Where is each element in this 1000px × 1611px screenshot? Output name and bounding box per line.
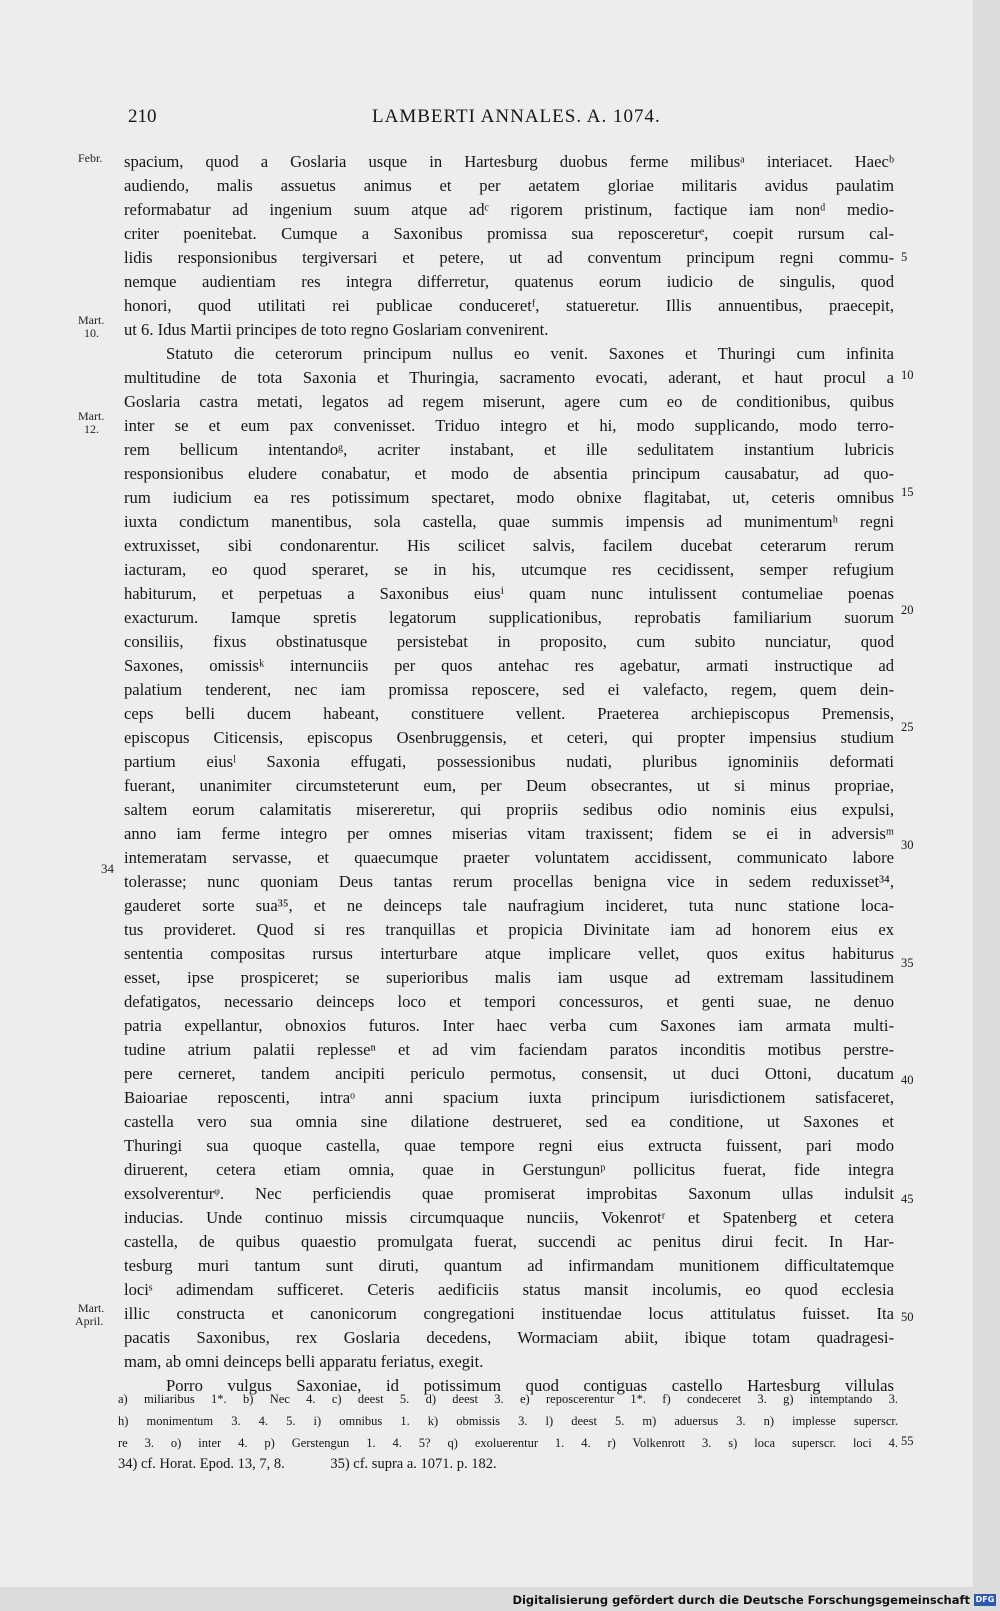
text-line: rum iudicium ea res potissimum spectaret, modo obnixe flagitabat, ut, ceteris omnibus xyxy=(124,488,894,507)
text-line: spacium, quod a Goslaria usque in Hartesburg duobus ferme milibusᵃ interiacet. Haecᵇ xyxy=(124,152,894,171)
text-line: Statuto die ceterorum principum nullus eo venit. Saxones et Thuringi cum infinita xyxy=(166,344,894,363)
margin-note-mart: Mart. xyxy=(78,313,105,327)
text-line: ceps belli ducem habeant, constituere vellent. Praeterea archiepiscopus Premensis, xyxy=(124,704,894,723)
text-line: reformabatur ad ingenium suum atque adᶜ rigorem pristinum, factique iam nonᵈ medio- xyxy=(124,200,894,219)
line-number: 15 xyxy=(901,485,914,499)
margin-note-febr: Febr. xyxy=(78,151,103,165)
line-number: 35 xyxy=(901,956,914,970)
text-line: iuxta condictum manentibus, sola castella, quae summis impensis ad munimentumʰ regni xyxy=(124,512,894,531)
text-line: habiturum, et perpetuas a Saxonibus eiusⁱ quam nunc intulissent contumeliae poenas xyxy=(124,584,894,603)
text-line: responsionibus eludere conabatur, et modo de absentia principum causabatur, ad quo- xyxy=(124,464,894,483)
text-line: partium eiusˡ Saxonia effugati, possessionibus nudati, pluribus ignominiis deformati xyxy=(124,752,894,771)
text-line: castella vero sua omnia sine dilatione destrueret, sed ea conditione, ut Saxones et xyxy=(124,1112,894,1131)
footer-bar xyxy=(0,1590,1000,1611)
text-line: exacturum. Iamque spretis legatorum supplicationibus, reprobatis familiarium suorum xyxy=(124,608,894,627)
text-line: iacturam, eo quod speraret, se in his, utcumque res cecidissent, semper refugium xyxy=(124,560,894,579)
text-line: nemque audientiam res integra differretur, quatenus eorum iudicio de singulis, quod xyxy=(124,272,894,291)
margin-note-day: 12. xyxy=(84,422,99,436)
running-title: LAMBERTI ANNALES. A. 1074. xyxy=(372,106,661,127)
text-line: audiendo, malis assuetus animus et per aetatem gloriae militaris avidus paulatim xyxy=(124,176,894,195)
text-line: episcopus Citicensis, episcopus Osenbruggensis, et ceteri, qui propter impensius studium xyxy=(124,728,894,747)
text-line: esset, ipse prospiceret; se superioribus malis iam usque ad extremam lassitudinem xyxy=(124,968,894,987)
reference-note: 35) cf. supra a. 1071. p. 182. xyxy=(330,1456,497,1472)
text-line: tus provideret. Quod si res tranquillas et propicia Divinitate iam ad honorem eius ex xyxy=(124,920,894,939)
text-line: ut 6. Idus Martii principes de toto regno Goslariam convenirent. xyxy=(124,320,549,339)
footnote-line: a) miliaribus 1*. b) Nec 4. c) deest 5. d) deest 3. e) reposcerentur 1*. f) condeceret 3. g) intemptando 3. xyxy=(118,1392,898,1406)
funding-credit[interactable]: Digitalisierung gefördert durch die Deutsche Forschungsgemeinschaft xyxy=(512,1593,970,1607)
line-number: 20 xyxy=(901,603,914,617)
text-line: castella, de quibus quaestio promulgata fuerat, succendi ac penitus dirui fecit. In Har- xyxy=(124,1232,894,1251)
line-number: 25 xyxy=(901,720,914,734)
text-line: intemeratam servasse, et quaecumque praeter voluntatem accidissent, communicato labore xyxy=(124,848,894,867)
text-line: multitudine de tota Saxonia et Thuringia, sacramento evocati, aderant, et haut procul a xyxy=(124,368,894,387)
text-line: gauderet sorte sua³⁵, et ne deinceps tale naufragium incideret, tuta nunc statione loca- xyxy=(124,896,894,915)
text-line: defatigatos, necessario deinceps loco et tempori concessuros, et genti suae, ne denuo xyxy=(124,992,894,1011)
line-number: 10 xyxy=(901,368,914,382)
text-line: Goslaria castra metati, legatos ad regem miserunt, agere cum eo de conditionibus, quibus xyxy=(124,392,894,411)
text-line: inducias. Unde continuo missis circumquaque nunciis, Vokenrotʳ et Spatenberg et cetera xyxy=(124,1208,894,1227)
dfg-logo-icon[interactable]: DFG xyxy=(975,1595,995,1604)
line-number: 50 xyxy=(901,1310,914,1324)
margin-note-day: 10. xyxy=(84,326,99,340)
text-line: inter se et eum pax convenisset. Triduo integro et hi, modo supplicando, modo terro- xyxy=(124,416,894,435)
footnote-line: h) monimentum 3. 4. 5. i) omnibus 1. k) obmissis 3. l) deest 5. m) aduersus 3. n) implesse superscr. xyxy=(118,1414,898,1428)
text-line: anno iam ferme integro per omnes miserias vitam traxissent; fidem se ei in adversisᵐ xyxy=(124,824,894,843)
text-line: Saxones, omissisᵏ internunciis per quos antehac res agebatur, armati instructique ad xyxy=(124,656,894,675)
text-line: saltem eorum calamitatis misereretur, qui propriis sedibus odio nominis eius expulsi, xyxy=(124,800,894,819)
text-line: palatium tenderent, nec iam promissa reposcere, sed ei valefacto, regem, quem dein- xyxy=(124,680,894,699)
line-number: 40 xyxy=(901,1073,914,1087)
text-line: mam, ab omni deinceps belli apparatu feriatus, exegit. xyxy=(124,1352,484,1371)
page-number: 210 xyxy=(128,106,157,127)
text-line: tesburg muri tantum sunt diruti, quantum ad infirmandam munitionem difficultatemque xyxy=(124,1256,894,1275)
text-line: extruxisset, sibi condonarentur. His scilicet salvis, facilem ducebat ceterarum rerum xyxy=(124,536,894,555)
line-number: 55 xyxy=(901,1434,914,1448)
text-line: illic constructa et canonicorum congregationi instituendae locus attitulatus fuisset. Ita xyxy=(124,1304,894,1323)
text-line: criter poenitebat. Cumque a Saxonibus promissa sua reposcereturᵉ, coepit rursum cal- xyxy=(124,224,894,243)
line-number: 30 xyxy=(901,838,914,852)
text-line: sententia compositas rursus interturbare atque implicare vellet, quos exitus habiturus xyxy=(124,944,894,963)
main-text xyxy=(124,150,894,1398)
text-line: lociˢ adimendam sufficeret. Ceteris aedificiis status mansit incolumis, eo quod ecclesia xyxy=(124,1280,894,1299)
margin-reference-number: 34 xyxy=(101,861,114,876)
text-line: diruerent, cetera etiam omnia, quae in Gerstungunᵖ pollicitus fuerat, fide integra xyxy=(124,1160,894,1179)
text-line: pacatis Saxonibus, rex Goslaria decedens, Wormaciam abiit, ibique totam quadragesi- xyxy=(124,1328,894,1347)
margin-note-mart: Mart. xyxy=(78,1301,105,1315)
text-line: Porro vulgus Saxoniae, id potissimum quod contiguas castello Hartesburg villulas xyxy=(166,1376,894,1395)
margin-note-april: April. xyxy=(75,1314,104,1328)
text-line: fuerant, unanimiter circumsteterunt eum, per Deum obsecrantes, ut si minus propriae, xyxy=(124,776,894,795)
apparatus-footnotes xyxy=(118,1388,898,1454)
text-line: tolerasse; nunc quoniam Deus tantas rerum procellas benigna vice in sedem reduxisset³⁴, xyxy=(124,872,894,891)
text-line: exsolverenturᵠ. Nec perficiendis quae promiserat improbitas Saxonum ullas indulsit xyxy=(124,1184,894,1203)
line-number: 45 xyxy=(901,1192,914,1206)
text-line: tudine atrium palatii replesseⁿ et ad vim faciendam paratos inconditis motibus perstre- xyxy=(124,1040,894,1059)
footnote-line: re 3. o) inter 4. p) Gerstengun 1. 4. 5? q) exoluerentur 1. 4. r) Volkenrott 3. s) loca superscr. loci 4. xyxy=(118,1436,898,1450)
text-line: pere cerneret, tandem ancipiti periculo permotus, consensit, ut duci Ottoni, ducatum xyxy=(124,1064,894,1083)
line-number: 5 xyxy=(901,250,908,264)
text-line: rem bellicum intentandoᵍ, acriter instabant, et ille sedulitatem instantium lubricis xyxy=(124,440,894,459)
text-line: patria expellantur, obnoxios futuros. Inter haec verba cum Saxones iam armata multi- xyxy=(124,1016,894,1035)
margin-note-mart: Mart. xyxy=(78,409,105,423)
text-line: consiliis, fixus obstinatusque persistebat in proposito, cum subito nunciatur, quod xyxy=(124,632,894,651)
text-line: lidis responsionibus tergiversari et petere, ut ad conventum principum regni commu- xyxy=(124,248,894,267)
reference-notes xyxy=(118,1456,539,1473)
reference-note: 34) cf. Horat. Epod. 13, 7, 8. xyxy=(118,1456,285,1472)
text-line: Thuringi sua quoque castella, quae tempore regni eius extructa fuissent, pari modo xyxy=(124,1136,894,1155)
text-line: Baioariae reposcenti, intraᵒ anni spacium iuxta principum iurisdictionem satisfaceret, xyxy=(124,1088,894,1107)
text-line: honori, quod utilitati rei publicae conduceretᶠ, statueretur. Illis annuentibus, praecepit, xyxy=(124,296,894,315)
page-header xyxy=(0,106,973,136)
